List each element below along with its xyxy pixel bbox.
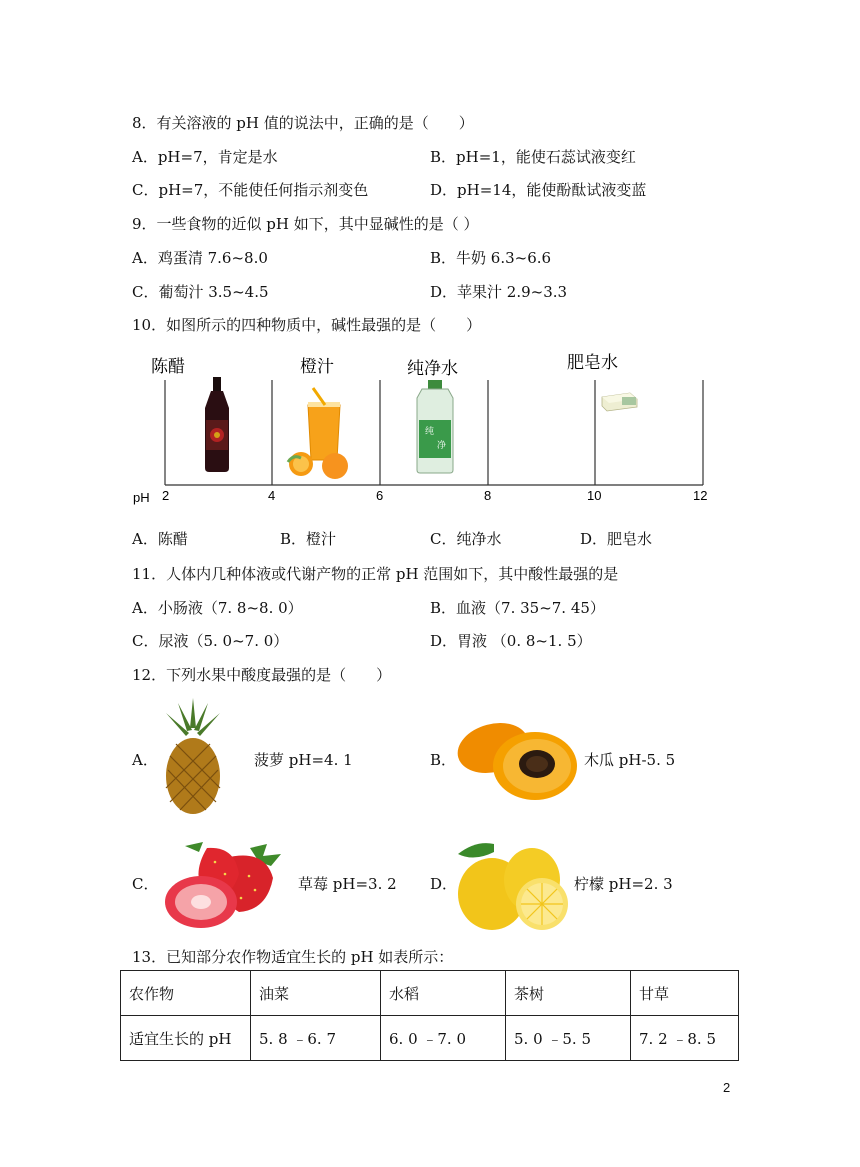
- ph-diagram: [125, 350, 725, 510]
- q10-stem: 10．如图所示的四种物质中，碱性最强的是（ ）: [132, 316, 482, 334]
- q13-stem: 13．已知部分农作物适宜生长的 pH 如表所示：: [132, 948, 454, 966]
- strawberry-image: [155, 838, 295, 930]
- ph-tick-6: 6: [376, 488, 384, 503]
- vinegar-bottle-icon: [205, 377, 229, 472]
- q12-stem: 12．下列水果中酸度最强的是（ ）: [132, 666, 392, 684]
- q12-caption-a: 菠萝 pH=4. 1: [254, 751, 353, 769]
- table-header-cell: 油菜: [251, 971, 381, 1016]
- q11-option-d: D．胃液 （0. 8~1. 5）: [430, 632, 592, 650]
- ph-tick-10: 10: [587, 488, 602, 503]
- label-orange-juice: 橙汁: [300, 357, 334, 377]
- q12-letter-d: D．: [430, 875, 458, 893]
- table-row: [121, 1016, 739, 1061]
- table-header-cell: 甘草: [631, 971, 739, 1016]
- q9-option-a: A．鸡蛋清 7.6~8.0: [132, 249, 268, 267]
- crop-ph-table: [120, 970, 739, 1061]
- q8-option-b: B．pH=1，能使石蕊试液变红: [430, 148, 636, 166]
- q10-option-c: C．纯净水: [430, 530, 502, 548]
- q10-option-d: D．肥皂水: [580, 530, 653, 548]
- pure-water-jug-icon: [417, 380, 453, 473]
- table-header-cell: 茶树: [506, 971, 631, 1016]
- label-pure-water: 纯净水: [407, 359, 458, 379]
- table-cell: 适宜生长的 pH: [121, 1016, 251, 1061]
- q8-option-d: D．pH=14，能使酚酞试液变蓝: [430, 181, 647, 199]
- q10-option-b: B．橙汁: [280, 530, 337, 548]
- q12-caption-d: 柠檬 pH=2. 3: [574, 875, 673, 893]
- table-cell: 5. 8 ﹣6. 7: [251, 1016, 381, 1061]
- orange-juice-icon: [288, 388, 348, 479]
- table-header-cell: 水稻: [381, 971, 506, 1016]
- lemon-image: [456, 840, 571, 932]
- q12-letter-a: A．: [132, 751, 158, 769]
- label-vinegar: 陈醋: [151, 357, 185, 377]
- ph-tick-4: 4: [268, 488, 276, 503]
- q11-stem: 11．人体内几种体液或代谢产物的正常 pH 范围如下，其中酸性最强的是: [132, 565, 619, 583]
- q12-caption-b: 木瓜 pH-5. 5: [584, 751, 676, 769]
- q11-option-a: A．小肠液（7. 8~8. 0）: [132, 599, 303, 617]
- q9-stem: 9．一些食物的近似 pH 如下，其中显碱性的是（ ）: [132, 215, 479, 233]
- label-soap-water: 肥皂水: [567, 353, 618, 373]
- ph-tick-12: 12: [693, 488, 708, 503]
- soap-icon: [602, 393, 637, 411]
- table-row: [121, 971, 739, 1016]
- papaya-image: [455, 712, 583, 804]
- svg-text:纯: 纯: [425, 427, 435, 437]
- ph-tick-2: 2: [162, 488, 170, 503]
- q8-option-a: A．pH=7，肯定是水: [132, 148, 278, 166]
- table-cell: 5. 0 ﹣5. 5: [506, 1016, 631, 1061]
- q11-option-c: C．尿液（5. 0~7. 0）: [132, 632, 289, 650]
- q9-option-b: B．牛奶 6.3~6.6: [430, 249, 552, 267]
- ph-axis-label: pH: [133, 490, 150, 505]
- q9-option-d: D．苹果汁 2.9~3.3: [430, 283, 568, 301]
- q8-option-c: C．pH=7，不能使任何指示剂变色: [132, 181, 369, 199]
- q9-option-c: C．葡萄汁 3.5~4.5: [132, 283, 269, 301]
- pineapple-image: [158, 698, 228, 816]
- q12-letter-c: C．: [132, 875, 159, 893]
- q10-option-a: A．陈醋: [132, 530, 188, 548]
- svg-text:净: 净: [437, 441, 447, 451]
- table-cell: 7. 2 ﹣8. 5: [631, 1016, 739, 1061]
- q11-option-b: B．血液（7. 35~7. 45）: [430, 599, 605, 617]
- q12-caption-c: 草莓 pH=3. 2: [298, 875, 397, 893]
- table-header-cell: 农作物: [121, 971, 251, 1016]
- table-cell: 6. 0 ﹣7. 0: [381, 1016, 506, 1061]
- q8-stem: 8．有关溶液的 pH 值的说法中，正确的是（ ）: [132, 114, 474, 132]
- q12-letter-b: B．: [430, 751, 457, 769]
- ph-tick-8: 8: [484, 488, 492, 503]
- page-number: 2: [723, 1080, 731, 1095]
